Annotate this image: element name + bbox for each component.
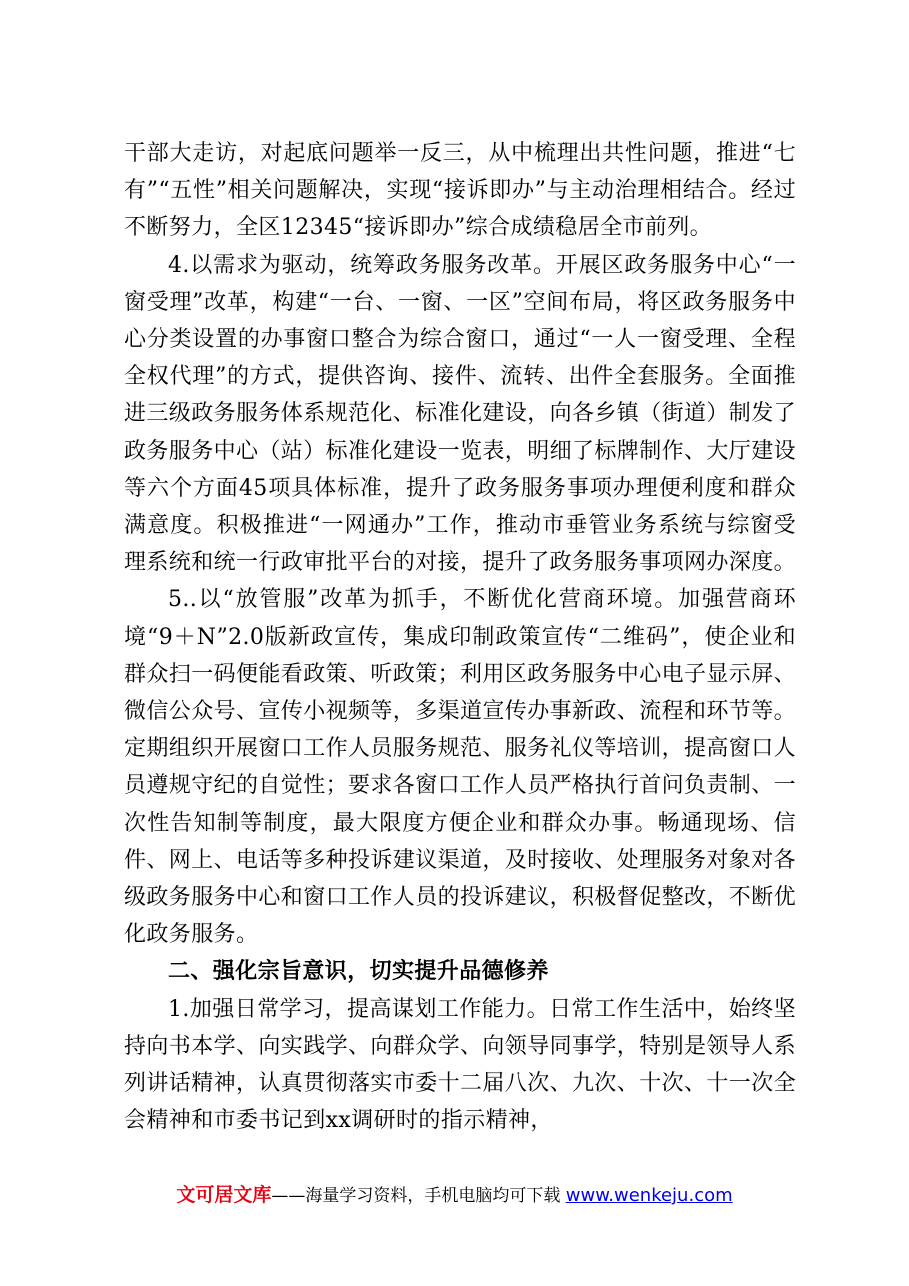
footer-tagline: 海量学习资料，手机电脑均可下载 <box>305 1186 561 1206</box>
paragraph-continued: 干部大走访，对起底问题举一反三，从中梳理出共性问题，推进“七有”“五性”相关问题解决，实现“接诉即办”与主动治理相结合。经过不断努力，全区12345“接诉即办”综合成绩稳居全市前列。 <box>124 141 796 241</box>
paragraph-section2-item-1: 1.加强日常学习，提高谋划工作能力。日常工作生活中，始终坚持向书本学、向实践学、向群众学、向领导同事学，特别是领导人系列讲话精神，认真贯彻落实市委十二届八次、九次、十次、十一次全会精神和市委书记到xx调研时的指示精神， <box>124 996 797 1134</box>
footer-banner <box>0 1180 909 1207</box>
paragraph-item-5: 5..以“放管服”改革为抓手，不断优化营商环境。加强营商环境“9＋N”2.0版新政宣传，集成印制政策宣传“二维码”，使企业和群众扫一码便能看政策、听政策；利用区政务服务中心电子显示屏、微信公众号、宣传小视频等，多渠道宣传办事新政、流程和环节等。定期组织开展窗口工作人员服务规范、服务礼仪等培训，提高窗口人员遵规守纪的自觉性；要求各窗口工作人员严格执行首问负责制、一次性告知制等制度，最大限度方便企业和群众办事。畅通现场、信件、网上、电话等多种投诉建议渠道，及时接收、处理服务对象对各级政务服务中心和窗口工作人员的投诉建议，积极督促整改，不断优化政务服务。 <box>124 587 797 948</box>
section-heading: 二、强化宗旨意识，切实提升品德修养 <box>168 959 549 985</box>
footer-dash: —— <box>271 1186 306 1206</box>
footer-website-link[interactable]: www.wenkeju.com <box>565 1185 733 1206</box>
document-body <box>124 135 796 1139</box>
paragraph-item-4: 4.以需求为驱动，统筹政务服务改革。开展区政务服务中心“一窗受理”改革，构建“一台、一窗、一区”空间布局，将区政务服务中心分类设置的办事窗口整合为综合窗口，通过“一人一窗受理、全程全权代理”的方式，提供咨询、接件、流转、出件全套服务。全面推进三级政务服务体系规范化、标准化建设，向各乡镇（街道）制发了政务服务中心（站）标准化建设一览表，明细了标牌制作、大厅建设等六个方面45项具体标准，提升了政务服务事项办理便利度和群众满意度。积极推进“一网通办”工作，推动市垂管业务系统与综窗受理系统和统一行政审批平台的对接，提升了政务服务事项网办深度。 <box>124 252 797 576</box>
footer-brand: 文可居文库 <box>176 1184 272 1206</box>
